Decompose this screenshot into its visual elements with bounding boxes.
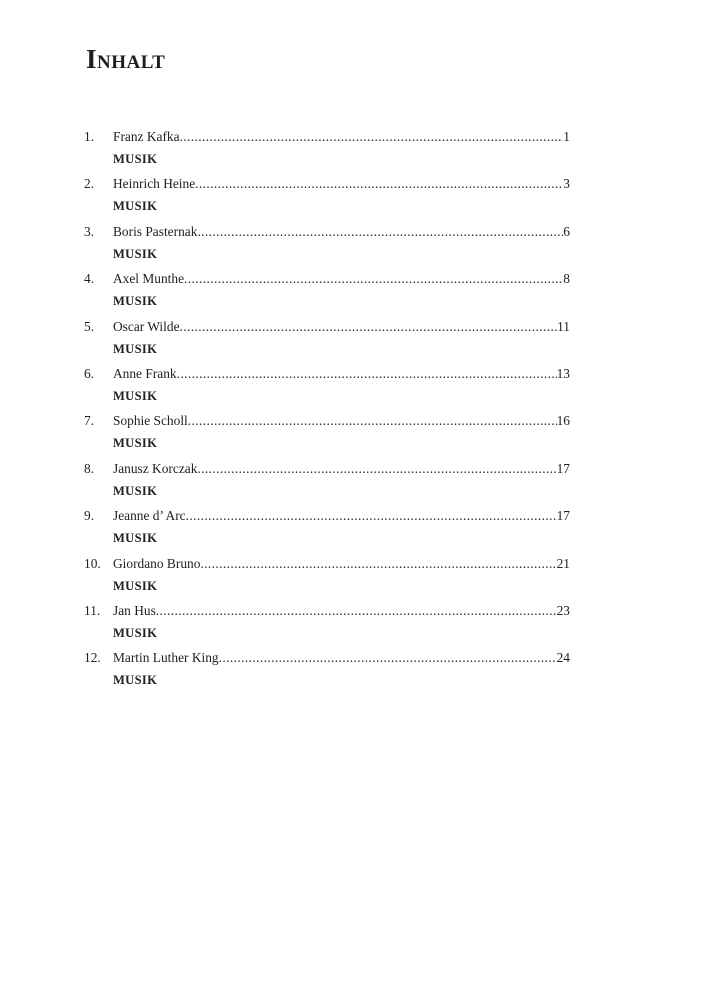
toc-entry-number: 9. xyxy=(84,508,95,524)
toc-entry-subheading: MUSIK xyxy=(113,673,158,688)
toc-entry xyxy=(84,647,570,694)
toc-entry-row xyxy=(84,647,570,669)
toc-entry-row xyxy=(84,553,570,575)
toc-entry-name: Jan Hus xyxy=(113,602,156,618)
toc-entry-name: Axel Munthe xyxy=(113,271,185,287)
toc-entry xyxy=(84,458,570,505)
toc-entry-page: 3 xyxy=(563,176,570,192)
toc-entry xyxy=(84,505,570,552)
toc-entry xyxy=(84,173,570,220)
dot-leader xyxy=(197,458,556,480)
toc-entry-number: 10. xyxy=(84,555,101,571)
toc-entry xyxy=(84,600,570,647)
dot-leader xyxy=(156,600,557,622)
toc-entry xyxy=(84,268,570,315)
toc-entry-name: Boris Pasternak xyxy=(113,223,198,239)
toc-entry xyxy=(84,221,570,268)
dot-leader xyxy=(184,268,563,290)
toc-entry xyxy=(84,316,570,363)
toc-entry-row xyxy=(84,410,570,432)
toc-entry-row xyxy=(84,221,570,243)
dot-leader xyxy=(197,221,563,243)
toc-entry-subheading: MUSIK xyxy=(113,436,158,451)
toc-entry-number: 8. xyxy=(84,460,95,476)
toc-entry-name: Sophie Scholl xyxy=(113,413,188,429)
toc-entry-row xyxy=(84,173,570,195)
toc-entry-page: 1 xyxy=(563,129,570,144)
dot-leader xyxy=(188,410,557,432)
toc-entry-number: 3. xyxy=(84,223,95,239)
toc-entry-row xyxy=(84,505,570,527)
toc-entry-row xyxy=(84,458,570,480)
toc-entry-name: Heinrich Heine xyxy=(113,176,196,192)
toc-entry-name: Franz Kafka xyxy=(113,129,180,144)
toc-entry-name: Martin Luther King xyxy=(113,650,219,666)
toc-entry-number: 6. xyxy=(84,365,95,381)
toc-entry-row xyxy=(84,126,570,148)
toc-entry-page: 16 xyxy=(556,413,570,429)
toc-entry-name: Oscar Wilde xyxy=(113,318,180,334)
toc-entry-page: 24 xyxy=(556,650,570,666)
toc-entry-page: 17 xyxy=(556,460,570,476)
toc-entry-number: 1. xyxy=(84,129,95,144)
toc-entry-page: 23 xyxy=(556,602,570,618)
toc-entry-number: 2. xyxy=(84,176,95,192)
dot-leader xyxy=(219,647,557,669)
toc-entry-page: 11 xyxy=(557,318,570,334)
toc-entry-subheading: MUSIK xyxy=(113,152,158,166)
page-title: Inhalt xyxy=(86,44,166,74)
toc-entry-page: 6 xyxy=(563,223,570,239)
toc-entry-number: 11. xyxy=(84,602,101,618)
toc-entry-subheading: MUSIK xyxy=(113,483,158,498)
toc-entry xyxy=(84,126,570,173)
toc-entry xyxy=(84,363,570,410)
toc-entry-number: 4. xyxy=(84,271,95,287)
toc-entry-subheading: MUSIK xyxy=(113,531,158,546)
toc-entry-page: 21 xyxy=(556,555,570,571)
dot-leader xyxy=(180,126,564,148)
toc-entry-page: 8 xyxy=(563,271,570,287)
toc-entry-number: 7. xyxy=(84,413,95,429)
toc-entry-row xyxy=(84,600,570,622)
dot-leader xyxy=(200,553,556,575)
toc-entry-name: Anne Frank xyxy=(113,365,177,381)
toc-entry-number: 12. xyxy=(84,650,101,666)
toc-entry-subheading: MUSIK xyxy=(113,388,158,403)
toc-entry-row xyxy=(84,363,570,385)
toc-entry-subheading: MUSIK xyxy=(113,341,158,356)
toc-entry-row xyxy=(84,316,570,338)
toc-entry-subheading: MUSIK xyxy=(113,246,158,261)
table-of-contents xyxy=(84,126,570,695)
toc-entry-number: 5. xyxy=(84,318,95,334)
toc-entry-page: 13 xyxy=(556,365,570,381)
toc-entry xyxy=(84,553,570,600)
toc-entry-subheading: MUSIK xyxy=(113,294,158,309)
dot-leader xyxy=(180,316,558,338)
toc-entry-name: Jeanne d’ Arc xyxy=(113,508,186,524)
dot-leader xyxy=(195,173,563,195)
toc-entry-page: 17 xyxy=(556,508,570,524)
toc-entry-subheading: MUSIK xyxy=(113,578,158,593)
toc-entry-subheading: MUSIK xyxy=(113,199,158,214)
toc-entry-row xyxy=(84,268,570,290)
toc-entry-subheading: MUSIK xyxy=(113,625,158,640)
toc-entry-name: Giordano Bruno xyxy=(113,555,201,571)
dot-leader xyxy=(177,363,557,385)
dot-leader xyxy=(186,505,557,527)
toc-entry xyxy=(84,410,570,457)
toc-entry-name: Janusz Korczak xyxy=(113,460,198,476)
